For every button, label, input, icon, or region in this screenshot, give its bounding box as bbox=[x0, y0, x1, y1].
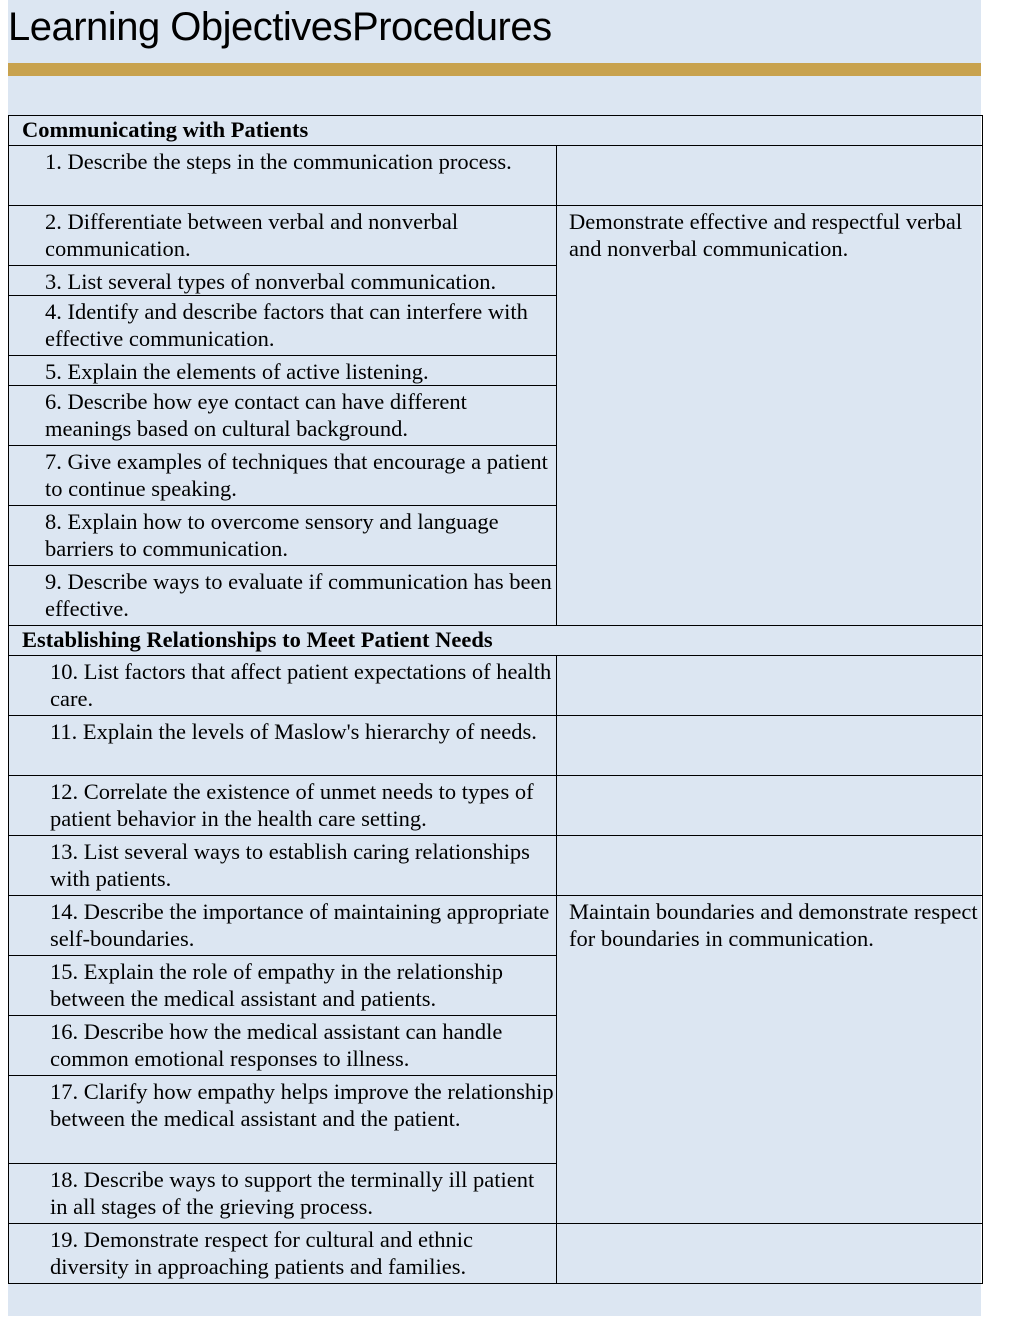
procedure-cell: Demonstrate effective and respectful verbal and nonverbal communication. bbox=[557, 206, 983, 626]
objective-cell: 17. Clarify how empathy helps improve the relationship between the medical assistant and the patient. bbox=[9, 1076, 557, 1164]
objective-cell: 9. Describe ways to evaluate if communication has been effective. bbox=[9, 566, 557, 626]
section-title: Communicating with Patients bbox=[9, 116, 983, 146]
document-page bbox=[8, 0, 981, 1316]
procedure-cell-empty bbox=[557, 1224, 983, 1284]
objective-cell: 6. Describe how eye contact can have different meanings based on cultural background. bbox=[9, 386, 557, 446]
objective-cell: 10. List factors that affect patient expectations of health care. bbox=[9, 656, 557, 716]
table-row bbox=[9, 716, 983, 776]
table-row bbox=[9, 776, 983, 836]
objective-cell: 3. List several types of nonverbal communication. bbox=[9, 266, 557, 296]
procedure-cell-empty bbox=[557, 836, 983, 896]
objective-cell: 11. Explain the levels of Maslow's hierarchy of needs. bbox=[9, 716, 557, 776]
objective-cell: 4. Identify and describe factors that can interfere with effective communication. bbox=[9, 296, 557, 356]
table-row bbox=[9, 836, 983, 896]
procedure-cell: Maintain boundaries and demonstrate respect for boundaries in communication. bbox=[557, 896, 983, 1224]
table-row bbox=[9, 206, 983, 266]
objective-cell: 15. Explain the role of empathy in the relationship between the medical assistant and patients. bbox=[9, 956, 557, 1016]
objective-cell: 13. List several ways to establish caring relationships with patients. bbox=[9, 836, 557, 896]
objective-cell: 18. Describe ways to support the terminally ill patient in all stages of the grieving process. bbox=[9, 1164, 557, 1224]
table-row bbox=[9, 146, 983, 206]
section-title: Establishing Relationships to Meet Patient Needs bbox=[9, 626, 983, 656]
table-row bbox=[9, 1224, 983, 1284]
objective-cell: 14. Describe the importance of maintaining appropriate self-boundaries. bbox=[9, 896, 557, 956]
objective-cell: 7. Give examples of techniques that encourage a patient to continue speaking. bbox=[9, 446, 557, 506]
title-divider bbox=[8, 63, 981, 76]
objective-cell: 2. Differentiate between verbal and nonverbal communication. bbox=[9, 206, 557, 266]
objective-cell: 5. Explain the elements of active listening. bbox=[9, 356, 557, 386]
section-header-row bbox=[9, 116, 983, 146]
objective-cell: 8. Explain how to overcome sensory and language barriers to communication. bbox=[9, 506, 557, 566]
procedure-cell-empty bbox=[557, 716, 983, 776]
objective-cell: 12. Correlate the existence of unmet needs to types of patient behavior in the health care setting. bbox=[9, 776, 557, 836]
table-row bbox=[9, 896, 983, 956]
procedure-cell-empty bbox=[557, 656, 983, 716]
page-title: Learning ObjectivesProcedures bbox=[8, 5, 552, 49]
table-row bbox=[9, 656, 983, 716]
objective-cell: 1. Describe the steps in the communication process. bbox=[9, 146, 557, 206]
section-header-row bbox=[9, 626, 983, 656]
objective-cell: 19. Demonstrate respect for cultural and ethnic diversity in approaching patients and families. bbox=[9, 1224, 557, 1284]
objectives-table bbox=[8, 115, 983, 1284]
objective-cell: 16. Describe how the medical assistant can handle common emotional responses to illness. bbox=[9, 1016, 557, 1076]
procedure-cell-empty bbox=[557, 146, 983, 206]
procedure-cell-empty bbox=[557, 776, 983, 836]
